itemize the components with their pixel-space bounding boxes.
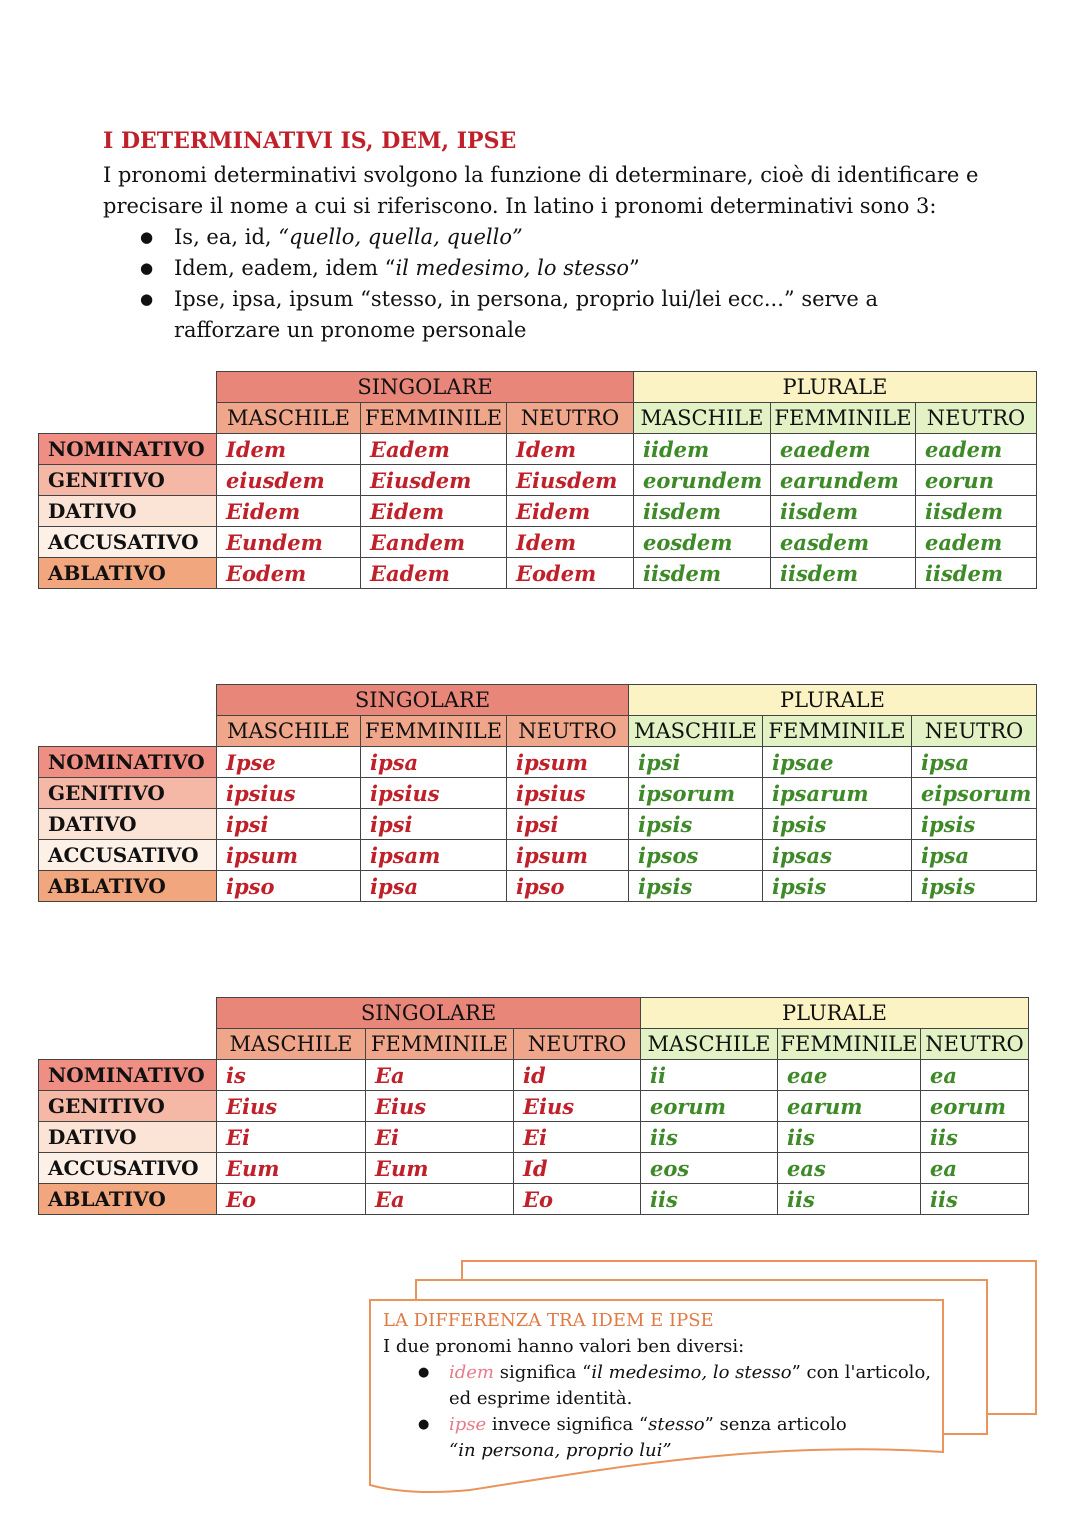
form-cell: iis: [778, 1184, 921, 1215]
form-cell: Ei: [217, 1122, 366, 1153]
form-cell: ipsa: [361, 871, 507, 902]
note-intro: I due pronomi hanno valori ben diversi:: [383, 1336, 745, 1357]
form-cell: Eodem: [507, 558, 634, 589]
gender-header: NEUTRO: [514, 1029, 641, 1060]
form-cell: iisdem: [916, 496, 1037, 527]
form-cell: ipsa: [361, 747, 507, 778]
note-list: [383, 1360, 943, 1464]
form-cell: ipsi: [629, 747, 763, 778]
case-label: GENITIVO: [39, 778, 217, 809]
form-cell: Eadem: [361, 558, 507, 589]
form-cell: Eius: [514, 1091, 641, 1122]
form-cell: earum: [778, 1091, 921, 1122]
form-cell: eorum: [921, 1091, 1029, 1122]
form-cell: Ea: [366, 1184, 514, 1215]
form-cell: ea: [921, 1060, 1029, 1091]
idem-ipse-note: [383, 1308, 943, 1464]
form-cell: Eiusdem: [361, 465, 507, 496]
form-cell: ipsis: [763, 809, 912, 840]
form-cell: ipsae: [763, 747, 912, 778]
form-cell: Eundem: [217, 527, 361, 558]
form-cell: ipsius: [361, 778, 507, 809]
gender-header: FEMMINILE: [763, 716, 912, 747]
form-cell: Eiusdem: [507, 465, 634, 496]
form-cell: eae: [778, 1060, 921, 1091]
form-cell: ipsorum: [629, 778, 763, 809]
note-text-end: ” con l'articolo, ed esprime identità.: [449, 1362, 931, 1409]
gender-header: FEMMINILE: [361, 716, 507, 747]
form-cell: Idem: [217, 434, 361, 465]
form-cell: iisdem: [916, 558, 1037, 589]
form-cell: id: [514, 1060, 641, 1091]
form-cell: Idem: [507, 527, 634, 558]
list-item: [383, 1360, 943, 1412]
form-cell: eorundem: [634, 465, 771, 496]
gender-header: MASCHILE: [634, 403, 771, 434]
case-label: ABLATIVO: [39, 871, 217, 902]
form-cell: eos: [641, 1153, 778, 1184]
form-cell: ipsius: [507, 778, 629, 809]
bullet-text-end: ”: [629, 256, 640, 280]
case-label: DATIVO: [39, 809, 217, 840]
gender-header: NEUTRO: [916, 403, 1037, 434]
form-cell: Ea: [366, 1060, 514, 1091]
form-cell: ipsos: [629, 840, 763, 871]
page-title: I DETERMINATIVI IS, DEM, IPSE: [103, 128, 517, 154]
list-item: [383, 1412, 943, 1464]
gender-header: FEMMINILE: [361, 403, 507, 434]
form-cell: eorun: [916, 465, 1037, 496]
form-cell: Ipse: [217, 747, 361, 778]
form-cell: Ei: [366, 1122, 514, 1153]
note-title: LA DIFFERENZA TRA IDEM E IPSE: [383, 1310, 714, 1331]
keyword-ipse: ipse: [449, 1414, 487, 1435]
gender-header: MASCHILE: [217, 1029, 366, 1060]
gender-header: FEMMINILE: [771, 403, 916, 434]
form-cell: Eo: [514, 1184, 641, 1215]
form-cell: Eius: [366, 1091, 514, 1122]
gender-header: NEUTRO: [912, 716, 1037, 747]
form-cell: ipsarum: [763, 778, 912, 809]
case-label: NOMINATIVO: [39, 747, 217, 778]
form-cell: iis: [778, 1122, 921, 1153]
form-cell: ea: [921, 1153, 1029, 1184]
form-cell: earundem: [771, 465, 916, 496]
form-cell: eaedem: [771, 434, 916, 465]
form-cell: iisdem: [771, 558, 916, 589]
form-cell: ipsis: [629, 871, 763, 902]
keyword-idem: idem: [449, 1362, 494, 1383]
form-cell: eorum: [641, 1091, 778, 1122]
form-cell: ipsam: [361, 840, 507, 871]
form-cell: ipsa: [912, 747, 1037, 778]
form-cell: Eum: [217, 1153, 366, 1184]
note-italic-line: “in persona, proprio lui”: [449, 1440, 672, 1461]
form-cell: Eidem: [361, 496, 507, 527]
form-cell: Eadem: [361, 434, 507, 465]
case-label: ACCUSATIVO: [39, 1153, 217, 1184]
form-cell: ipsis: [912, 809, 1037, 840]
note-italic: il medesimo, lo stesso: [591, 1362, 792, 1383]
form-cell: ipso: [217, 871, 361, 902]
case-label: DATIVO: [39, 496, 217, 527]
plurale-header: PLURALE: [641, 998, 1029, 1029]
plurale-header: PLURALE: [634, 372, 1037, 403]
form-cell: iidem: [634, 434, 771, 465]
form-cell: iis: [641, 1122, 778, 1153]
gender-header: MASCHILE: [641, 1029, 778, 1060]
form-cell: iisdem: [771, 496, 916, 527]
singolare-header: SINGOLARE: [217, 372, 634, 403]
form-cell: eadem: [916, 527, 1037, 558]
form-cell: ipsa: [912, 840, 1037, 871]
case-label: ACCUSATIVO: [39, 527, 217, 558]
form-cell: ipsius: [217, 778, 361, 809]
gender-header: NEUTRO: [921, 1029, 1029, 1060]
form-cell: Id: [514, 1153, 641, 1184]
form-cell: eadem: [916, 434, 1037, 465]
form-cell: eipsorum: [912, 778, 1037, 809]
form-cell: Ei: [514, 1122, 641, 1153]
form-cell: ipsi: [361, 809, 507, 840]
form-cell: Eodem: [217, 558, 361, 589]
form-cell: eiusdem: [217, 465, 361, 496]
note-italic: stesso: [648, 1414, 705, 1435]
bullet-text: Ipse, ipsa, ipsum “stesso, in persona, proprio lui/lei ecc...” serve a rafforzare un pronome personale: [174, 287, 879, 342]
case-label: NOMINATIVO: [39, 434, 217, 465]
form-cell: ipsis: [763, 871, 912, 902]
form-cell: Eius: [217, 1091, 366, 1122]
form-cell: Eandem: [361, 527, 507, 558]
gender-header: MASCHILE: [217, 716, 361, 747]
case-label: NOMINATIVO: [39, 1060, 217, 1091]
bullet-italic: il medesimo, lo stesso: [395, 256, 630, 280]
form-cell: Eidem: [217, 496, 361, 527]
form-cell: iisdem: [634, 496, 771, 527]
gender-header: FEMMINILE: [778, 1029, 921, 1060]
gender-header: FEMMINILE: [366, 1029, 514, 1060]
form-cell: is: [217, 1060, 366, 1091]
bullet-text: Is, ea, id,: [174, 225, 279, 249]
form-cell: iis: [641, 1184, 778, 1215]
case-label: ABLATIVO: [39, 558, 217, 589]
note-text: invece significa “: [486, 1414, 649, 1435]
form-cell: ipsis: [912, 871, 1037, 902]
case-label: ACCUSATIVO: [39, 840, 217, 871]
case-label: ABLATIVO: [39, 1184, 217, 1215]
intro-paragraph: I pronomi determinativi svolgono la funzione di determinare, cioè di identificare e precisare il nome a cui si riferiscono. In latino i pronomi determinativi sono 3:: [103, 163, 979, 218]
form-cell: iis: [921, 1184, 1029, 1215]
form-cell: ipsum: [507, 840, 629, 871]
form-cell: eosdem: [634, 527, 771, 558]
plurale-header: PLURALE: [629, 685, 1037, 716]
note-text-end: ” senza articolo: [704, 1414, 847, 1435]
form-cell: ipsi: [217, 809, 361, 840]
singolare-header: SINGOLARE: [217, 685, 629, 716]
form-cell: iis: [921, 1122, 1029, 1153]
case-label: DATIVO: [39, 1122, 217, 1153]
gender-header: NEUTRO: [507, 403, 634, 434]
case-label: GENITIVO: [39, 465, 217, 496]
singolare-header: SINGOLARE: [217, 998, 641, 1029]
form-cell: ipsis: [629, 809, 763, 840]
form-cell: ipsas: [763, 840, 912, 871]
form-cell: ipso: [507, 871, 629, 902]
bullet-italic: “quello, quella, quello”: [278, 225, 523, 249]
gender-header: MASCHILE: [629, 716, 763, 747]
form-cell: ii: [641, 1060, 778, 1091]
gender-header: NEUTRO: [507, 716, 629, 747]
form-cell: iisdem: [634, 558, 771, 589]
note-text: significa “: [494, 1362, 592, 1383]
form-cell: Idem: [507, 434, 634, 465]
form-cell: ipsum: [217, 840, 361, 871]
form-cell: Eidem: [507, 496, 634, 527]
form-cell: ipsum: [507, 747, 629, 778]
form-cell: easdem: [771, 527, 916, 558]
form-cell: Eo: [217, 1184, 366, 1215]
gender-header: MASCHILE: [217, 403, 361, 434]
form-cell: eas: [778, 1153, 921, 1184]
form-cell: ipsi: [507, 809, 629, 840]
bullet-text: Idem, eadem, idem “: [174, 256, 396, 280]
case-label: GENITIVO: [39, 1091, 217, 1122]
form-cell: Eum: [366, 1153, 514, 1184]
